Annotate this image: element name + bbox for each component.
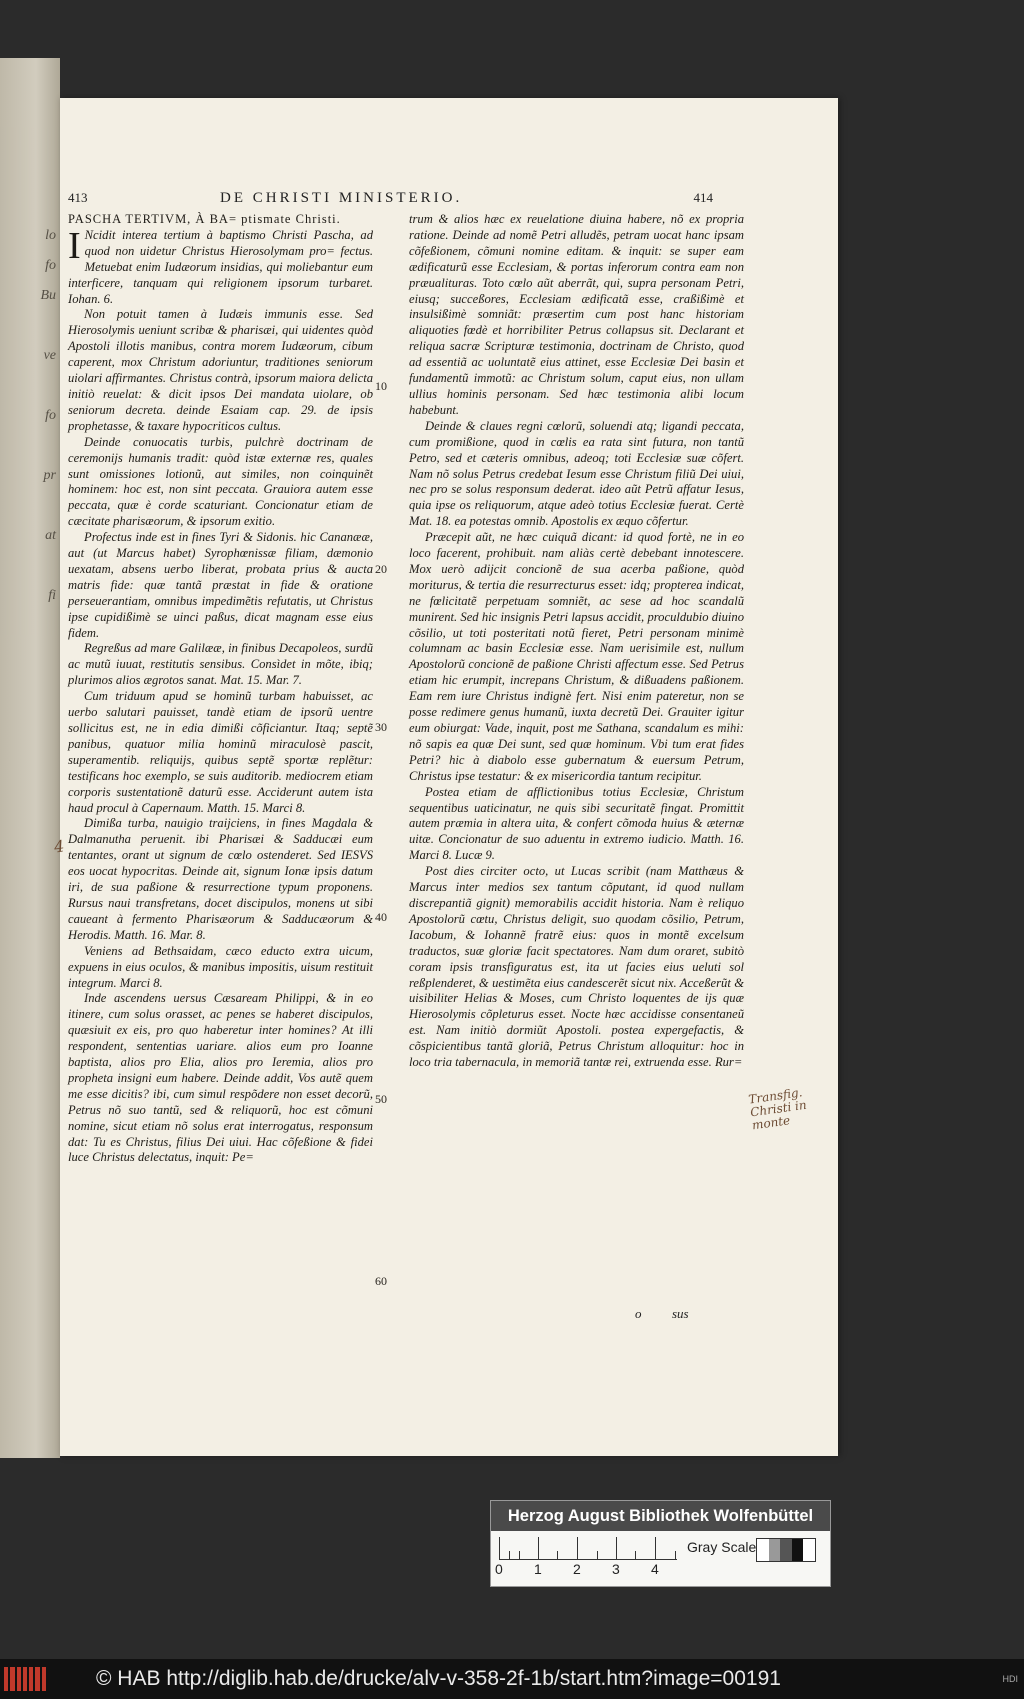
running-head [60,190,838,210]
handwritten-margin-note-right: Transfig. Christi in monte [747,1085,808,1133]
left-column [68,212,373,1166]
viewer-footer [0,1659,1024,1699]
drop-initial: I [68,224,81,267]
ruler-label: 4 [651,1561,659,1577]
prev-page-fragment: fi [48,588,56,603]
paragraph: Profectus inde est in fines Tyri & Sidonis. hic Cananææ, aut (ut Marcus habet) Syrophœnissæ filiam, dæmonio uexatam, absens uerbo liberat, probata prius & aucta matris fide: quæ tantã præstat in fide & oratione perseuerantiam, omnibus impedimẽtis refutatis, ut Christus ipse cupidißimè se uinci paßus, dicat magnam esse eius fidem. [68,530,373,640]
ruler-label: 3 [612,1561,620,1577]
prev-page-fragment: pr [43,468,56,483]
paragraph: Non potuit tamen à Iudæis immunis esse. Sed Hierosolymis ueniunt scribæ & pharisæi, qui uidentes quòd Apostoli illotis manibus, contra morem Iudæorum, cibum caperent, mox Christum adoriuntur, traditiones seniorum uiolari affirmantes. Christus contrà, ipsorum maiora delicta initiò reuelat: & dicit ipsos Dei mandata uiolare, ob seniorum decreta. deinde Esaiam cap. 29. de ipsis prophetasse, & taxare hypocriticos cultus. [68,307,373,433]
prev-page-fragment: at [45,528,56,543]
ruler-label: 0 [495,1561,503,1577]
gray-scale-swatch [756,1538,816,1562]
section-heading: PASCHA TERTIVM, À BA= ptismate Christi. [68,212,341,226]
page-number-left: 413 [68,190,88,205]
running-title: DE CHRISTI MINISTERIO. [220,190,463,206]
prev-page-fragment: ve [43,348,56,363]
right-column [409,212,744,1071]
prev-page-fragment: lo [45,228,56,243]
paragraph: Regreßus ad mare Galilææ, in finibus Decapoleos, surdũ ac mutũ iuuat, restitutis sensibus. Consìdet in mõte, ibiq; plurimos alios ægrotos sanat. Mat. 15. Mar. 7. [68,641,373,688]
line-number: 30 [375,720,387,734]
signature-mark: o [635,1306,642,1321]
prev-page-fragment: Bu [40,288,56,303]
previous-page-edge [0,58,60,1458]
paragraph-text: Ncidit interea tertium à baptismo Christi Pascha, ad quod non uidetur Christus Hierosolymam pro= fectus. Metuebat enim Iudæorum insidias, qui moliebantur eum interficere, tanquam qui religionem ipsorum turbaret. Iohan. 6. [68,227,373,306]
paragraph: Præcepit aũt, ne hæc cuiquã dicant: id quod fortè, ne in eo loco facerent, prohibuit. nam aliàs certè debebant innotescere. Mox uerò adijcit concionẽ de sua acerba paßione, quòd moriturus, & tertia die resurrecturus esset: idq; propterea indicat, ne fœlicitatẽ perpetuam somniẽt, ac sese ad hoc scandalũ munirent. Sed hic insignis Petri lapsus accidit, proculdubio diuino cõsilio, ut toti posteritati notũ fieret, Petri personam minimè columnam ac basin Ecclesiæ esse. Nam uerisimile est, nullum Apostolorũ concionẽ de paßione Christi affectum esse. Sed Petrus etiam hic erumpit, increpans Christum, & dißuadens paßionem. Eam rem iure Christus indignè fert. Nisi enim pateretur, non se posse redimere genus humanũ, iuxta decretũ Dei. Grauiter igitur eum obiurgat: Vade, inquit, post me Sathana, scandalum es mihi: nõ sapis ea quæ Dei sunt, sed quæ hominum. Vbi tum erat fides Petri? hic à diabolo esse gubernatum & euersum Petrum, Christus ipse testatur: & ex misericordia tantum recipitur. [409,530,744,783]
line-number: 50 [375,1092,387,1106]
catchword: sus [672,1306,689,1321]
gray-scale-label: Gray Scale [687,1539,757,1555]
prev-page-fragment: fo [45,408,56,423]
prev-page-fragment: fo [45,258,56,273]
line-number: 20 [375,562,387,576]
paragraph: Cum triduum apud se hominũ turbam habuisset, ac uerbo salutari pauisset, tandè etiam de ipsorũ uentre sollicitus est, ne in edia dimißi cõficiantur. Itaq; septẽ panibus, quatuor milia hominũ miraculosè pascit, superamentib. reliquijs, quibus septẽ sportæ replẽtur: testificans hoc exemplo, se suis auditorib. mediocrem etiam corporis sustentationẽ daturũ esse. Acciderunt autem ista haud procul à Capernaum. Matth. 15. Marci 8. [68,689,373,815]
paragraph: Dimißa turba, nauigio traijciens, in fines Magdala & Dalmanutha peruenit. ibi Pharisæi & Sadducæi eum tentantes, orant ut signum de cœlo ostenderet. Sed IESVS eos uocat hypocritas. Deinde ait, signum Ionæ ipsis datum iri, de sua paßione & resurrectione typum proponens. Rursus naui transfretans, docet discipulos, monens ut sibi caueant à fermento Pharisæorum & Sadducæorum & Herodis. Matth. 16. Mar. 8. [68,816,373,942]
paragraph: Deinde & claues regni cœlorũ, soluendi atq; ligandi peccata, cum promißione, quod in cœlis ea rata sint futura, non tantũ Petro, sed et cæteris omnibus, adeoq; toti Ecclesiæ suæ cõfert. Nam nõ solus Petrus credebat Iesum esse Christum filiũ Dei uiui, nec pro se solus responsum dederat. ideo aũt Petrũ affatur Iesus, quia ipse os reliquorum, atque adeò totius Ecclesiæ fuerat. Certè Mat. 18. ea potestas omnib. Apostolis ex æquo cõfertur. [409,418,744,529]
paragraph: trum & alios hæc ex reuelatione diuina habere, nõ ex propria ratione. Deinde ad nomẽ Petri alludẽs, petram uocat hanc ipsam cõfeßionem, cõmuni nomine editam. & inquit: se super eam ædificaturũ esse Ecclesiam, & portas inferorum contra eam non præualituras. Toto cœlo aũt aberrãt, qui, supra personam Petri, eiusq; succeßores, Ecclesiam ædificatã esse, craßißimè et insulsißimè somniãt: præsertim cum post hanc historiam aliquoties fœdè et horribiliter Petrus collapsus sit. Declarant et reliqua sacræ Scripturæ testimonia, doctrinam de Christo, quod ad essentiã ac uoluntatẽ eius attinet, esse Ecclesiæ Dei basin et fundamentũ immotũ: ac Christum solum, caput eius, non ullam ullius hominis personam. Sed hæc testimonia alibi locum habebunt. [409,212,744,417]
footer-mark: HDI [1002,1674,1018,1684]
ruler-label: 2 [573,1561,581,1577]
paragraph: Deinde conuocatis turbis, pulchrè doctrinam de ceremonijs humanis tradit: quòd istæ externæ res, quales sunt omissiones lotionũ, aut similes, non coinquinẽt hominem: hoc est, non sint peccata. Grauiora autem esse peccata, quæ è corde scaturiant. Concionatur etiam de cæcitate pharisæorum, & ipsorum exitio. [68,434,373,529]
page-number-right: 414 [693,190,713,205]
paragraph: Inde ascendens uersus Cæsaream Philippi, & in eo itinere, cum solus orasset, ac penes se haberet discipulos, quæsiuit ex eis, pro quo haberetur inter homines? At illi respondent, sententias uariare. alios eum pro Ioanne baptista, alios pro Elia, alios pro Ieremia, alios pro propheta insigni eum habere. Deinde addit, Vos autẽ quem me esse dicitis? ibi, cum simul respõdere non esset decorũ, Petrus nõ suo tantũ, sed & reliquorũ, hoc est cõmuni nomine, sicut etiam nõ solus erat interrogatus, responsum dat: Tu es Christus, filius Dei uiui. Hac cõfeßione & fidei luce Christus delectatus, inquit: Pe= [68,991,373,1165]
handwritten-margin-note-left: 4 [52,836,66,857]
paragraph [68,224,373,308]
book-page [52,98,838,1456]
hab-logo-icon [4,1667,46,1691]
paragraph: Post dies circiter octo, ut Lucas scribit (nam Matthæus & Marcus inter medios sex tantum cõputant, id quod nullam discrepantiã gignit) memorabilis accidit historia. Nam è reliquo Apostolorũ cœtu, Christus deligit, suo quodam cõsilio, Petrum, Iacobum, & Iohannẽ fratrẽ eius: quos in montẽ excelsum traductos, suæ gloriæ facit spectatores. Nam dum oraret, subitò coram ipsis transfiguratus est, ita ut facies eius ueluti sol reßplenderet, & uestimẽta eius candescerẽt sicut nix. Acceßerũt & uisibiliter Helias & Moses, cum Christo loquentes de ijs quæ Hierosolymis cõpleturus esset. Nocte hæc accidisse consentaneũ est. Nam initiò dormiũt Apostoli. postea expergefactis, & cõspicientibus tantã gloriã, Petrus Christum alloquitur: hoc in loco tria tabernacula, in memoriã tantæ rei, extruenda esse. Rur= [409,864,744,1070]
scale-ruler [499,1535,677,1560]
library-name: Herzog August Bibliothek Wolfenbüttel [491,1501,830,1531]
paragraph: Veniens ad Bethsaidam, cæco educto extra uicum, expuens in eius oculos, & manibus impositis, uisum restituit integrum. Marci 8. [68,943,373,990]
paragraph: Postea etiam de afflictionibus totius Ecclesiæ, Christum sequentibus uaticinatur, ne quis sibi securitatẽ fingat. Promittit autem præmia in altera uita, & confert cõmoda huius & æternæ uitæ. Concionatur de suo aduentu in extremo iudicio. Matth. 16. Marci 8. Lucæ 9. [409,784,744,863]
line-number: 60 [375,1274,387,1288]
line-number: 40 [375,910,387,924]
ruler-label: 1 [534,1561,542,1577]
calibration-card [490,1500,831,1587]
source-url[interactable]: © HAB http://diglib.hab.de/drucke/alv-v-358-2f-1b/start.htm?image=00191 [96,1667,781,1690]
line-number: 10 [375,379,387,393]
